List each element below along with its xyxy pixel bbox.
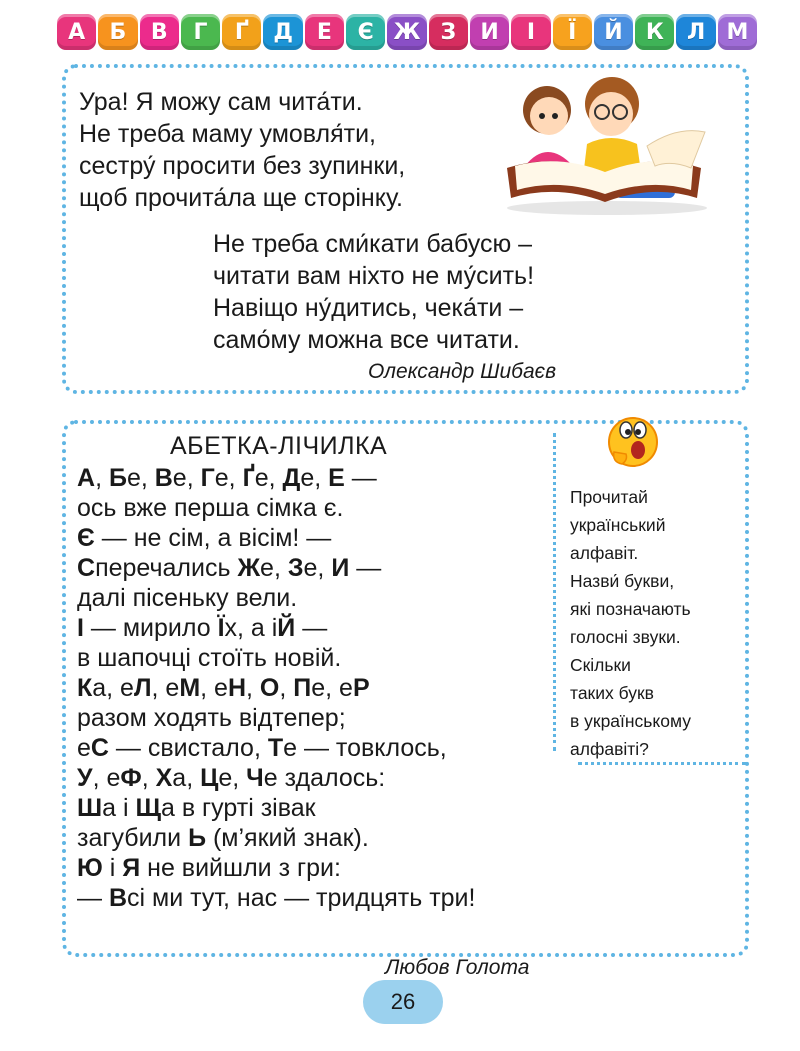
poem-line: само́му можна все читати. [213, 326, 520, 354]
alphabet-tile: Л [676, 14, 715, 50]
poem-line: У, еФ, Ха, Це, Че здалось: [77, 764, 386, 792]
poem-title: АБЕТКА-ЛІЧИЛКА [170, 432, 388, 460]
task-line: в українському [570, 711, 691, 731]
task-line: які позначають [570, 599, 691, 619]
poem-line: І — мирило Їх, а іЙ — [77, 614, 328, 642]
alphabet-tile: Е [305, 14, 344, 50]
task-line: алфавіт. [570, 543, 639, 563]
poem-author: Любов Голота [385, 956, 530, 979]
poem-author: Олександр Шибаєв [368, 360, 557, 383]
poem-line: читати вам ніхто не му́сить! [213, 262, 535, 290]
alphabet-tile: Г [181, 14, 220, 50]
task-text [570, 483, 740, 763]
alphabet-tile: Ї [553, 14, 592, 50]
alphabet-tile: И [470, 14, 509, 50]
alphabet-tile: Д [263, 14, 302, 50]
task-divider [553, 433, 556, 751]
alphabet-tile: Ґ [222, 14, 261, 50]
task-line: Скільки [570, 655, 631, 675]
alphabet-tile: Є [346, 14, 385, 50]
task-line: алфавіті? [570, 739, 649, 759]
alphabet-tile: З [429, 14, 468, 50]
poem-line: щоб прочита́ла ще сторінку. [79, 184, 403, 212]
alphabet-strip [57, 14, 757, 52]
poem-line: далі пісеньку вели. [77, 584, 298, 612]
task-line: Назви́ букви, [570, 571, 675, 591]
page-number: 26 [363, 980, 443, 1024]
poem-line: разом ходять відтепер; [77, 704, 346, 732]
alphabet-tile: І [511, 14, 550, 50]
poem-line: А, Бе, Ве, Ге, Ґе, Де, Е — [77, 464, 377, 492]
alphabet-tile: К [635, 14, 674, 50]
poem-line: Ура! Я можу сам чита́ти. [79, 88, 363, 116]
alphabet-tile: А [57, 14, 96, 50]
task-line: Прочитай [570, 487, 648, 507]
poem-line: Є — не сім, а вісім! — [77, 524, 332, 552]
poem-line: Ю і Я не вийшли з гри: [77, 854, 341, 882]
poem-line: в шапочці стоїть новій. [77, 644, 342, 672]
thinking-smiley-icon [602, 408, 664, 470]
task-line: український [570, 515, 666, 535]
alphabet-tile: Й [594, 14, 633, 50]
poem-line: Не треба сми́кати бабусю – [213, 230, 533, 258]
children-reading-illustration [487, 76, 719, 216]
poem-line: загубили Ь (м’який знак). [77, 824, 369, 852]
alphabet-tile: Ж [387, 14, 426, 50]
poem-line: еС — свистало, Те — товклось, [77, 734, 447, 762]
alphabet-tile: М [718, 14, 757, 50]
alphabet-tile: Б [98, 14, 137, 50]
poem-line: Ка, еЛ, еМ, еН, О, Пе, еР [77, 674, 370, 702]
poem-line: Ша і Ща в гурті зівак [77, 794, 316, 822]
task-line: голосні звуки. [570, 627, 681, 647]
poem-line: ось вже перша сімка є. [77, 494, 344, 522]
task-line: таких букв [570, 683, 654, 703]
poem-line: — Всі ми тут, нас — тридцять три! [77, 884, 476, 912]
poem-line: Не треба маму умовля́ти, [79, 120, 376, 148]
alphabet-tile: В [140, 14, 179, 50]
poem-line: Навіщо ну́дитись, чека́ти – [213, 294, 524, 322]
poem-line: сестру́ просити без зупинки, [79, 152, 406, 180]
poem-line: Сперечались Же, Зе, И — [77, 554, 382, 582]
